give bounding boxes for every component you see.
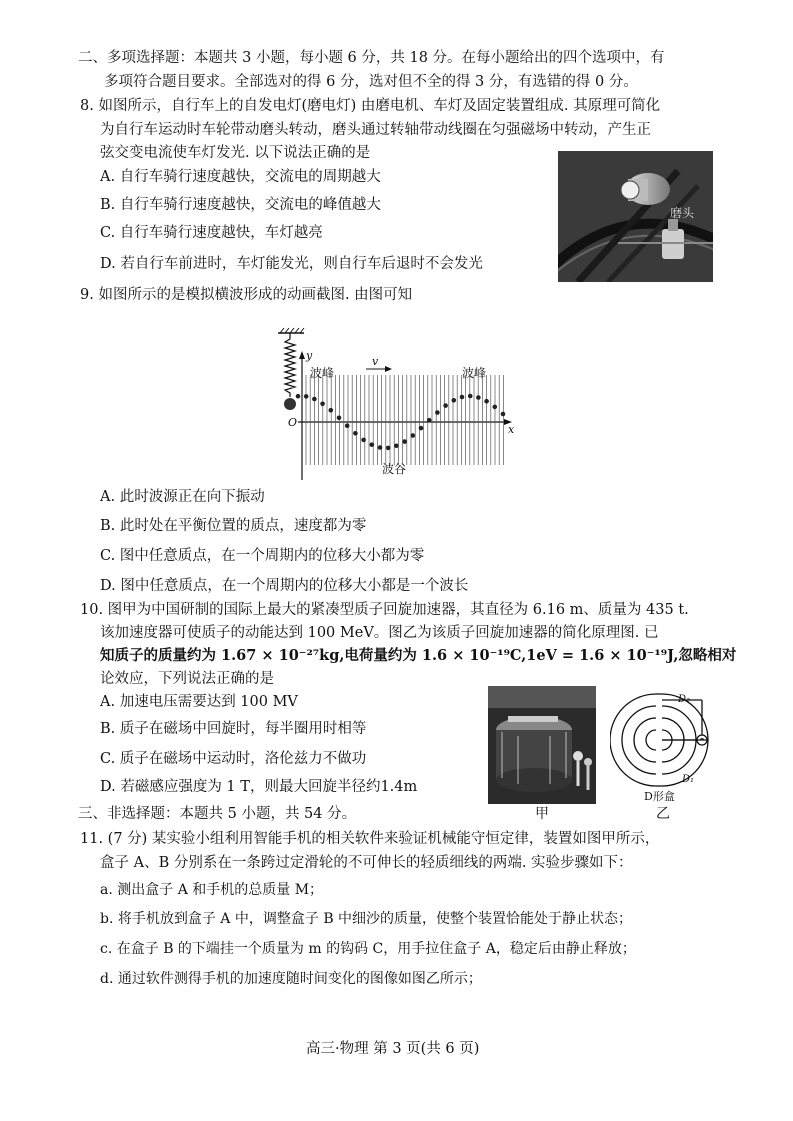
q9-option-b: B. 此时处在平衡位置的质点，速度都为零	[100, 518, 367, 534]
diagram-label-d2: D₂	[678, 694, 691, 705]
q8-option-d: D. 若自行车前进时，车灯能发光，则自行车后退时不会发光	[100, 256, 483, 272]
wave-particle	[443, 403, 448, 408]
bicycle-dynamo-photo	[558, 151, 713, 282]
cyclotron-diagram	[610, 686, 720, 804]
q10-option-d: D. 若磁感应强度为 1 T，则最大回旋半径约1.4m	[100, 779, 418, 795]
page-footer: 高三·物理 第 3 页(共 6 页)	[306, 1041, 480, 1057]
q10-option-c: C. 质子在磁场中运动时，洛伦兹力不做功	[100, 751, 367, 767]
q9-option-c: C. 图中任意质点，在一个周期内的位移大小都为零	[100, 548, 425, 564]
wave-particle	[353, 431, 358, 436]
wave-particle	[304, 394, 309, 399]
q9-option-a: A. 此时波源正在向下振动	[100, 489, 265, 505]
wave-particle	[386, 446, 391, 451]
wave-particle	[427, 418, 432, 423]
cyclotron-diagram-caption: 乙	[656, 806, 670, 822]
wave-particle	[394, 444, 399, 449]
wave-velocity-label: v	[372, 355, 379, 368]
wave-grid	[306, 375, 503, 465]
wave-particle	[452, 398, 457, 403]
wave-particle	[411, 433, 416, 438]
wave-particle	[370, 442, 375, 447]
q10-stem-line2: 该加速度器可使质子的动能达到 100 MeV。图乙为该质子回旋加速器的简化原理图. 已	[100, 625, 659, 641]
wave-particle	[484, 399, 489, 404]
wave-trough-label: 波谷	[382, 462, 407, 476]
wave-particle	[468, 394, 473, 399]
wave-origin-label: O	[288, 416, 298, 429]
section2-line1: 二、多项选择题：本题共 3 小题，每小题 6 分，共 18 分。在每小题给出的四个选项中，有	[78, 50, 665, 66]
q11-step-d: d. 通过软件测得手机的加速度随时间变化的图像如图乙所示；	[100, 971, 482, 987]
q10-option-b: B. 质子在磁场中回旋时，每半圈用时相等	[100, 721, 367, 737]
wave-x-axis-label: x	[508, 423, 515, 436]
q11-step-c: c. 在盒子 B 的下端挂一个质量为 m 的钩码 C，用手拉住盒子 A，稳定后由静止释放；	[100, 941, 636, 957]
q11-step-a: a. 测出盒子 A 和手机的总质量 M；	[100, 882, 324, 898]
q8-option-a: A. 自行车骑行速度越快，交流电的周期越大	[100, 169, 381, 185]
q10-stem-line4: 论效应，下列说法正确的是	[100, 671, 274, 687]
wave-particle	[402, 439, 407, 444]
wave-particle	[476, 395, 481, 400]
wave-particle	[493, 405, 498, 410]
q10-option-a: A. 加速电压需要达到 100 MV	[100, 694, 298, 710]
q10-stem-line1: 10. 图甲为中国研制的国际上最大的紧凑型质子回旋加速器，其直径为 6.16 m、质量为 435 t.	[80, 602, 689, 618]
wave-particle	[329, 408, 334, 413]
wave-particle	[460, 395, 465, 400]
q8-stem-line1: 8. 如图所示，自行车上的自发电灯(磨电灯) 由磨电机、车灯及固定装置组成. 其原理可简化	[80, 98, 661, 114]
section3-header: 三、非选择题：本题共 5 小题，共 54 分。	[78, 806, 357, 822]
cyclotron-photo-caption: 甲	[535, 806, 549, 822]
q11-stem-line2: 盒子 A、B 分别系在一条跨过定滑轮的不可伸长的轻质细线的两端. 实验步骤如下：	[100, 855, 633, 871]
transverse-wave-figure	[270, 325, 526, 485]
wave-particle	[501, 412, 506, 417]
wave-particle	[378, 445, 383, 450]
wave-particle	[320, 402, 325, 407]
q9-stem: 9. 如图所示的是模拟横波形成的动画截图. 由图可知	[80, 287, 413, 303]
wave-particle	[337, 416, 342, 421]
q10-stem-line3: 知质子的质量约为 1.67 × 10⁻²⁷kg,电荷量约为 1.6 × 10⁻¹⁹C,1eV = 1.6 × 10⁻¹⁹J,忽略相对	[100, 647, 737, 664]
q8-stem-line2: 为自行车运动时车轮带动磨头转动，磨头通过转轴带动线圈在匀强磁场中转动，产生正	[100, 122, 651, 138]
wave-particle	[435, 410, 440, 415]
q11-step-b: b. 将手机放到盒子 A 中，调整盒子 B 中细沙的质量，使整个装置恰能处于静止状态；	[100, 911, 633, 927]
wave-particle	[419, 426, 424, 431]
cyclotron-photo	[488, 686, 596, 804]
q8-option-c: C. 自行车骑行速度越快，车灯越亮	[100, 225, 323, 241]
q9-option-d: D. 图中任意质点，在一个周期内的位移大小都是一个波长	[100, 578, 469, 594]
diagram-label-d1: D₁	[682, 774, 695, 785]
wave-y-axis-label: y	[306, 349, 313, 362]
wave-particle	[345, 423, 350, 428]
wave-crest-label-2: 波峰	[462, 366, 487, 380]
q11-stem-line1: 11. (7 分) 某实验小组利用智能手机的相关软件来验证机械能守恒定律，装置如图甲所示，	[80, 831, 660, 847]
wave-particle	[296, 394, 301, 399]
section2-line2: 多项符合题目要求。全部选对的得 6 分，选对但不全的得 3 分，有选错的得 0 分。	[104, 74, 638, 90]
q8-option-b: B. 自行车骑行速度越快，交流电的峰值越大	[100, 197, 381, 213]
diagram-label-dbox: D形盒	[644, 790, 675, 803]
q8-stem-line3: 弦交变电流使车灯发光. 以下说法正确的是	[100, 145, 371, 161]
wave-particle	[312, 397, 317, 402]
photo-label-grinder: 磨头	[670, 206, 695, 220]
wave-particle	[361, 438, 366, 443]
wave-crest-label-1: 波峰	[310, 366, 335, 380]
